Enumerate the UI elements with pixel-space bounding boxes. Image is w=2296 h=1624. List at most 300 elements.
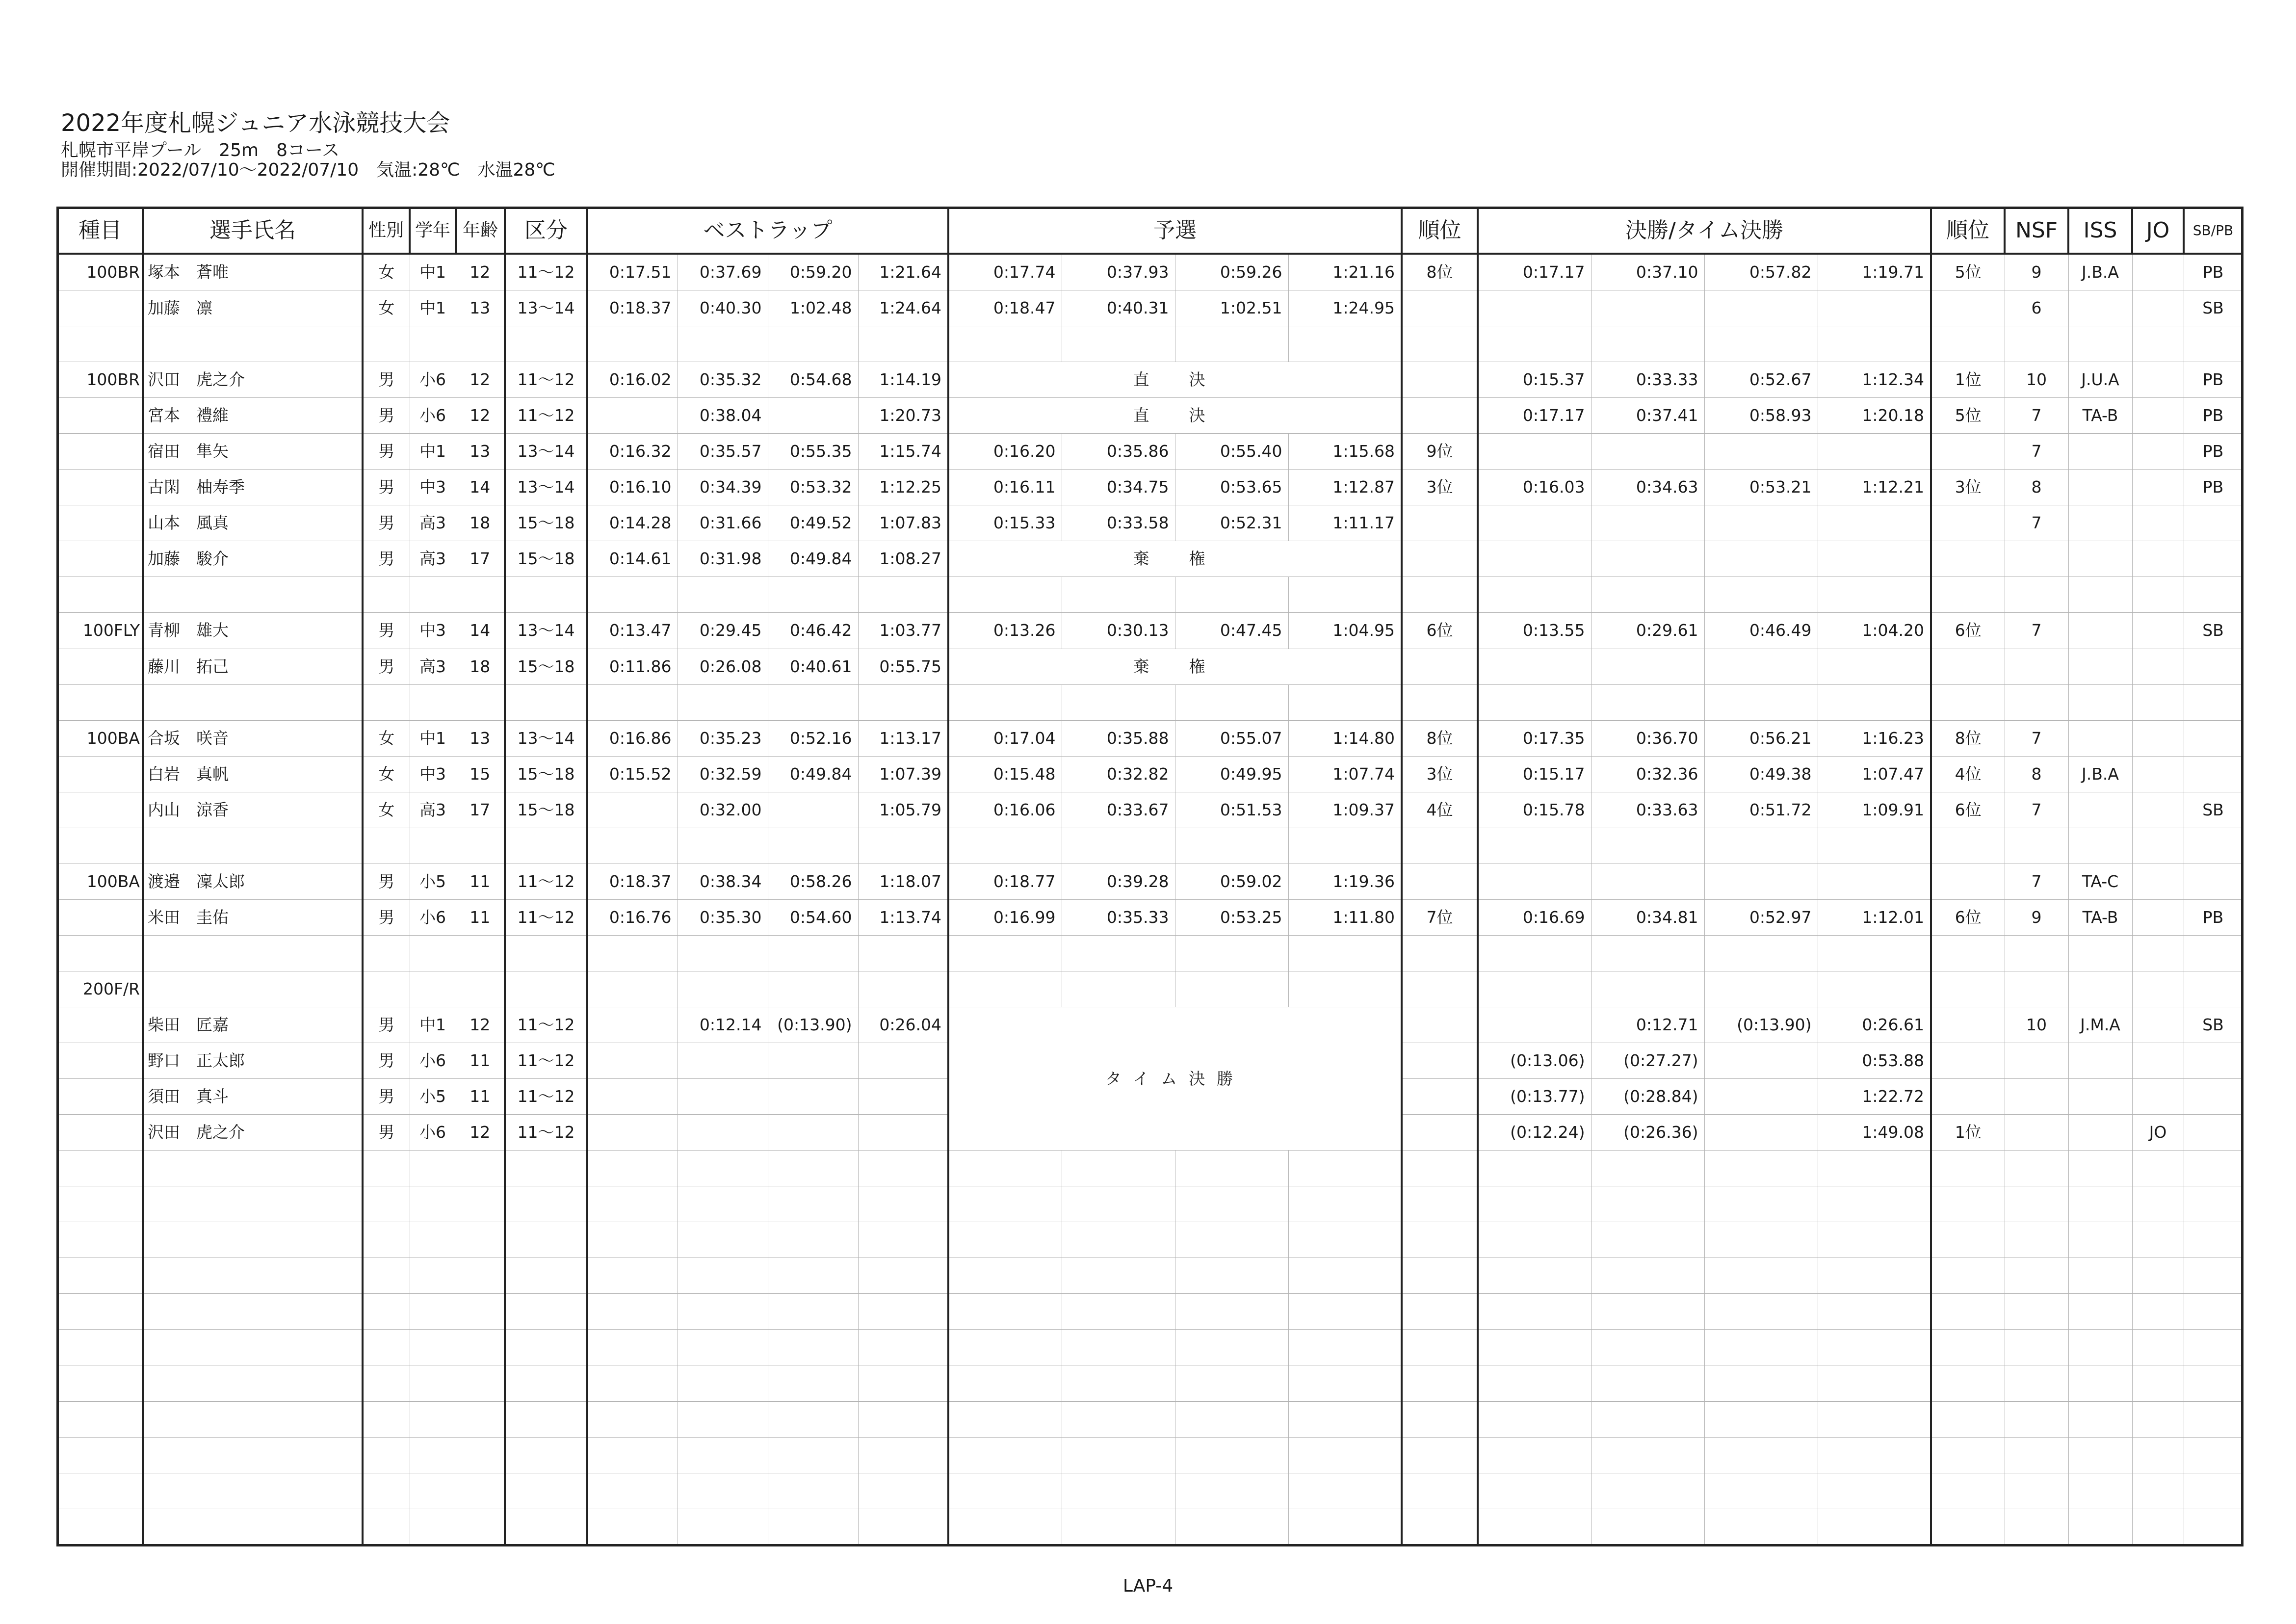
empty-cell [1062,1509,1175,1545]
best-lap-split: 0:52.16 [768,720,858,756]
table-row-empty [57,1401,2243,1437]
division-cell: 13～14 [505,290,587,326]
empty-cell [1062,326,1175,362]
final-split: 0:15.17 [1478,756,1591,792]
table-row-empty [57,684,2243,720]
empty-cell [1402,971,1478,1007]
best-lap-split: 0:38.34 [678,864,768,899]
table-row [57,505,2243,541]
empty-cell [858,1186,948,1222]
empty-cell [858,1437,948,1473]
empty-cell [2132,971,2184,1007]
empty-cell [143,828,363,864]
empty-cell [1931,1294,2005,1330]
final-split [1478,505,1591,541]
empty-cell [1931,1365,2005,1401]
empty-cell [57,1258,143,1294]
empty-cell [456,1186,505,1222]
empty-cell [2005,1186,2068,1222]
sb-pb-cell [2184,1115,2243,1151]
iss-cell [2068,541,2132,577]
sb-pb-cell: SB [2184,792,2243,828]
iss-cell [2068,434,2132,470]
empty-cell [2184,971,2243,1007]
age-cell: 13 [456,290,505,326]
empty-cell [678,935,768,971]
final-rank: 6位 [1931,613,2005,649]
best-lap-split: 0:29.45 [678,613,768,649]
table-row [57,398,2243,434]
empty-cell [1478,1151,1591,1186]
empty-cell [1478,326,1591,362]
event-cell [57,1115,143,1151]
empty-cell [587,828,678,864]
final-split [1704,1115,1818,1151]
final-split: (0:13.77) [1478,1079,1591,1115]
swimmer-name: 加藤 駿介 [143,541,363,577]
empty-cell [410,1365,456,1401]
empty-cell [1591,1186,1704,1222]
best-lap-split: 0:46.42 [768,613,858,649]
table-row-empty [57,1437,2243,1473]
empty-cell [456,1473,505,1509]
best-lap-split: 0:59.20 [768,254,858,290]
empty-cell [1818,1401,1931,1437]
empty-cell [456,1509,505,1545]
sb-pb-cell [2184,756,2243,792]
event-cell [57,756,143,792]
sex-cell: 男 [363,434,410,470]
empty-cell [410,935,456,971]
table-row [57,864,2243,899]
empty-cell [948,1186,1062,1222]
col-header-sb-pb: SB/PB [2184,208,2243,254]
empty-cell [2132,326,2184,362]
final-split: (0:13.06) [1478,1043,1591,1079]
best-lap-split: 0:54.60 [768,899,858,935]
empty-cell [363,935,410,971]
final-split: 1:16.23 [1818,720,1931,756]
empty-cell [948,1151,1062,1186]
empty-cell [143,577,363,613]
nsf-cell: 7 [2005,505,2068,541]
sb-pb-cell [2184,541,2243,577]
empty-cell [410,684,456,720]
empty-cell [2068,1222,2132,1258]
best-lap-split: 0:35.30 [678,899,768,935]
empty-cell [505,1186,587,1222]
age-cell: 13 [456,720,505,756]
jo-cell [2132,505,2184,541]
empty-cell [1288,828,1402,864]
final-split: 0:33.33 [1591,362,1704,398]
empty-cell [768,1186,858,1222]
empty-cell [1062,1186,1175,1222]
age-cell: 11 [456,899,505,935]
empty-cell [1062,1330,1175,1365]
prelim-split: 0:59.26 [1175,254,1288,290]
best-lap-split [587,1115,678,1151]
empty-cell [858,1401,948,1437]
nsf-cell: 6 [2005,290,2068,326]
division-cell: 13～14 [505,470,587,505]
age-cell: 14 [456,470,505,505]
empty-cell [1591,684,1704,720]
empty-cell [1402,1401,1478,1437]
sb-pb-cell [2184,1043,2243,1079]
empty-cell [505,1437,587,1473]
prelim-status: 直 決 [948,362,1402,398]
final-rank [1931,1079,2005,1115]
empty-cell [587,577,678,613]
empty-cell [1591,1437,1704,1473]
final-split: 0:26.61 [1818,1007,1931,1043]
sex-cell: 女 [363,720,410,756]
sb-pb-cell: SB [2184,290,2243,326]
nsf-cell: 7 [2005,613,2068,649]
final-split: 0:17.17 [1478,398,1591,434]
sb-pb-cell: PB [2184,899,2243,935]
empty-cell [1402,1294,1478,1330]
empty-cell [456,1330,505,1365]
best-lap-split: 0:11.86 [587,649,678,684]
empty-cell [505,326,587,362]
sb-pb-cell: PB [2184,362,2243,398]
empty-cell [1288,1509,1402,1545]
empty-cell [678,1473,768,1509]
empty-cell [1818,1222,1931,1258]
empty-cell [858,1222,948,1258]
best-lap-split: 0:26.08 [678,649,768,684]
empty-cell [1175,1473,1288,1509]
empty-cell [505,935,587,971]
division-cell: 15～18 [505,756,587,792]
grade-cell: 高3 [410,649,456,684]
grade-cell: 小6 [410,899,456,935]
nsf-cell: 7 [2005,864,2068,899]
prelim-status: 棄 権 [948,541,1402,577]
prelim-split: 1:11.17 [1288,505,1402,541]
prelim-split: 0:18.47 [948,290,1062,326]
empty-cell [1478,1509,1591,1545]
empty-cell [1591,1258,1704,1294]
sex-cell: 女 [363,290,410,326]
iss-cell [2068,1043,2132,1079]
final-split: 0:53.21 [1704,470,1818,505]
final-split: 1:49.08 [1818,1115,1931,1151]
best-lap-split: 0:18.37 [587,864,678,899]
final-split: 1:22.72 [1818,1079,1931,1115]
empty-cell [505,1365,587,1401]
swimmer-name: 沢田 虎之介 [143,362,363,398]
table-row-empty [57,1151,2243,1186]
prelim-split: 1:21.16 [1288,254,1402,290]
best-lap-split: 1:18.07 [858,864,948,899]
sb-pb-cell: SB [2184,1007,2243,1043]
final-split [1478,290,1591,326]
division-cell: 15～18 [505,505,587,541]
empty-cell [1818,326,1931,362]
best-lap-split [587,1079,678,1115]
prelim-rank [1402,1043,1478,1079]
prelim-split: 0:15.48 [948,756,1062,792]
empty-cell [57,935,143,971]
empty-cell [1288,1365,1402,1401]
empty-cell [1478,1437,1591,1473]
grade-cell: 中1 [410,1007,456,1043]
division-cell: 15～18 [505,792,587,828]
event-cell [57,541,143,577]
empty-cell [505,577,587,613]
empty-cell [948,935,1062,971]
grade-cell: 小6 [410,398,456,434]
empty-cell [2068,1258,2132,1294]
empty-cell [1288,1294,1402,1330]
prelim-rank [1402,1007,1478,1043]
division-cell: 13～14 [505,434,587,470]
event-cell [57,434,143,470]
empty-cell [2005,326,2068,362]
best-lap-split: 0:40.61 [768,649,858,684]
swimmer-name: 藤川 拓己 [143,649,363,684]
final-split [1818,541,1931,577]
final-rank [1931,290,2005,326]
empty-cell [1175,935,1288,971]
final-split: 0:53.88 [1818,1043,1931,1079]
best-lap-split: 0:14.61 [587,541,678,577]
best-lap-split: 1:08.27 [858,541,948,577]
sb-pb-cell: PB [2184,434,2243,470]
empty-cell [143,1437,363,1473]
table-row [57,470,2243,505]
empty-cell [858,326,948,362]
event-cell: 100BR [57,362,143,398]
empty-cell [1931,684,2005,720]
final-split: 1:07.47 [1818,756,1931,792]
grade-cell: 高3 [410,792,456,828]
age-cell: 12 [456,398,505,434]
empty-cell [1062,1473,1175,1509]
final-rank [1931,1007,2005,1043]
empty-cell [1402,1509,1478,1545]
empty-cell [948,828,1062,864]
nsf-cell: 10 [2005,362,2068,398]
swimmer-name: 内山 涼香 [143,792,363,828]
final-split: 1:12.34 [1818,362,1931,398]
empty-cell [948,1401,1062,1437]
best-lap-split: 0:54.68 [768,362,858,398]
final-split [1704,1079,1818,1115]
empty-cell [143,1473,363,1509]
table-row [57,649,2243,684]
iss-cell [2068,505,2132,541]
empty-cell [2068,1473,2132,1509]
best-lap-split: 0:31.98 [678,541,768,577]
prelim-rank: 6位 [1402,613,1478,649]
empty-cell [2005,828,2068,864]
table-row-empty [57,828,2243,864]
empty-cell [2068,828,2132,864]
empty-cell [948,1294,1062,1330]
best-lap-split [678,1115,768,1151]
prelim-rank: 7位 [1402,899,1478,935]
prelim-split: 0:16.99 [948,899,1062,935]
age-cell: 18 [456,505,505,541]
empty-cell [1478,1401,1591,1437]
empty-cell [2132,935,2184,971]
table-row-empty [57,1365,2243,1401]
prelim-split: 0:35.88 [1062,720,1175,756]
prelim-split: 0:33.67 [1062,792,1175,828]
empty-cell [456,1401,505,1437]
sb-pb-cell [2184,720,2243,756]
empty-cell [948,1330,1062,1365]
table-row [57,541,2243,577]
empty-cell [2068,1294,2132,1330]
empty-cell [1704,577,1818,613]
empty-cell [456,326,505,362]
empty-cell [1818,971,1931,1007]
final-split [1704,649,1818,684]
sb-pb-cell: PB [2184,470,2243,505]
empty-cell [1931,1151,2005,1186]
swimmer-name: 沢田 虎之介 [143,1115,363,1151]
empty-cell [1402,1330,1478,1365]
table-row [57,613,2243,649]
empty-cell [410,1186,456,1222]
empty-cell [363,971,410,1007]
empty-cell [948,1473,1062,1509]
age-cell: 17 [456,792,505,828]
empty-cell [1175,1365,1288,1401]
final-split: (0:27.27) [1591,1043,1704,1079]
empty-cell [1931,1330,2005,1365]
empty-cell [1288,1186,1402,1222]
nsf-cell: 7 [2005,434,2068,470]
sex-cell: 男 [363,864,410,899]
empty-cell [1175,1222,1288,1258]
grade-cell: 中3 [410,613,456,649]
empty-cell [505,1258,587,1294]
best-lap-split: 0:55.75 [858,649,948,684]
sex-cell: 男 [363,362,410,398]
empty-cell [768,1509,858,1545]
grade-cell: 中1 [410,254,456,290]
prelim-split: 0:30.13 [1062,613,1175,649]
best-lap-split: 1:02.48 [768,290,858,326]
table-row-empty [57,1186,2243,1222]
empty-cell [1062,971,1175,1007]
empty-cell [1402,828,1478,864]
division-cell: 15～18 [505,541,587,577]
best-lap-split: 0:35.23 [678,720,768,756]
sex-cell: 男 [363,541,410,577]
empty-cell [2005,684,2068,720]
empty-cell [1818,1473,1931,1509]
empty-cell [1402,577,1478,613]
table-row-empty [57,1294,2243,1330]
prelim-split: 0:52.31 [1175,505,1288,541]
final-split [1704,290,1818,326]
division-cell: 11～12 [505,1043,587,1079]
table-row-empty [57,577,2243,613]
empty-cell [1402,1186,1478,1222]
empty-cell [768,1294,858,1330]
best-lap-split: 1:21.64 [858,254,948,290]
empty-cell [2184,935,2243,971]
empty-cell [57,684,143,720]
empty-cell [1704,935,1818,971]
empty-cell [2068,684,2132,720]
empty-cell [505,1473,587,1509]
empty-cell [410,1401,456,1437]
nsf-cell: 8 [2005,470,2068,505]
prelim-split: 0:33.58 [1062,505,1175,541]
iss-cell: J.M.A [2068,1007,2132,1043]
event-cell [57,1043,143,1079]
empty-cell [858,1258,948,1294]
final-rank [1931,541,2005,577]
empty-cell [587,1437,678,1473]
table-row-empty [57,935,2243,971]
prelim-split: 0:59.02 [1175,864,1288,899]
empty-cell [1591,1330,1704,1365]
empty-cell [57,828,143,864]
empty-cell [2132,1437,2184,1473]
best-lap-split: (0:13.90) [768,1007,858,1043]
empty-cell [1591,828,1704,864]
best-lap-split: 1:13.17 [858,720,948,756]
swimmer-name: 白岩 真帆 [143,756,363,792]
final-rank [1931,864,2005,899]
sb-pb-cell [2184,1079,2243,1115]
empty-cell [1931,828,2005,864]
empty-cell [1175,1330,1288,1365]
best-lap-split [768,792,858,828]
final-rank [1931,1043,2005,1079]
empty-cell [1704,828,1818,864]
empty-cell [678,828,768,864]
best-lap-split: 0:16.76 [587,899,678,935]
final-split [1478,434,1591,470]
empty-cell [363,1294,410,1330]
best-lap-split: 0:58.26 [768,864,858,899]
empty-cell [858,1330,948,1365]
nsf-cell: 7 [2005,398,2068,434]
empty-cell [768,1401,858,1437]
empty-cell [1288,1330,1402,1365]
empty-cell [1062,1258,1175,1294]
prelim-split: 0:39.28 [1062,864,1175,899]
final-split: (0:26.36) [1591,1115,1704,1151]
iss-cell [2068,792,2132,828]
final-rank: 1位 [1931,362,2005,398]
empty-cell [1931,1509,2005,1545]
best-lap-split [587,398,678,434]
empty-cell [1288,326,1402,362]
best-lap-split: 1:07.39 [858,756,948,792]
event-cell: 200F/R [57,971,143,1007]
empty-cell [410,1151,456,1186]
empty-cell [2068,1437,2132,1473]
swimmer-name: 米田 圭佑 [143,899,363,935]
best-lap-split: 0:49.84 [768,756,858,792]
empty-cell [363,326,410,362]
jo-cell [2132,254,2184,290]
final-split: 0:16.69 [1478,899,1591,935]
swimmer-name: 宮本 禮維 [143,398,363,434]
timed-final-label: タイム決勝 [948,1007,1402,1150]
